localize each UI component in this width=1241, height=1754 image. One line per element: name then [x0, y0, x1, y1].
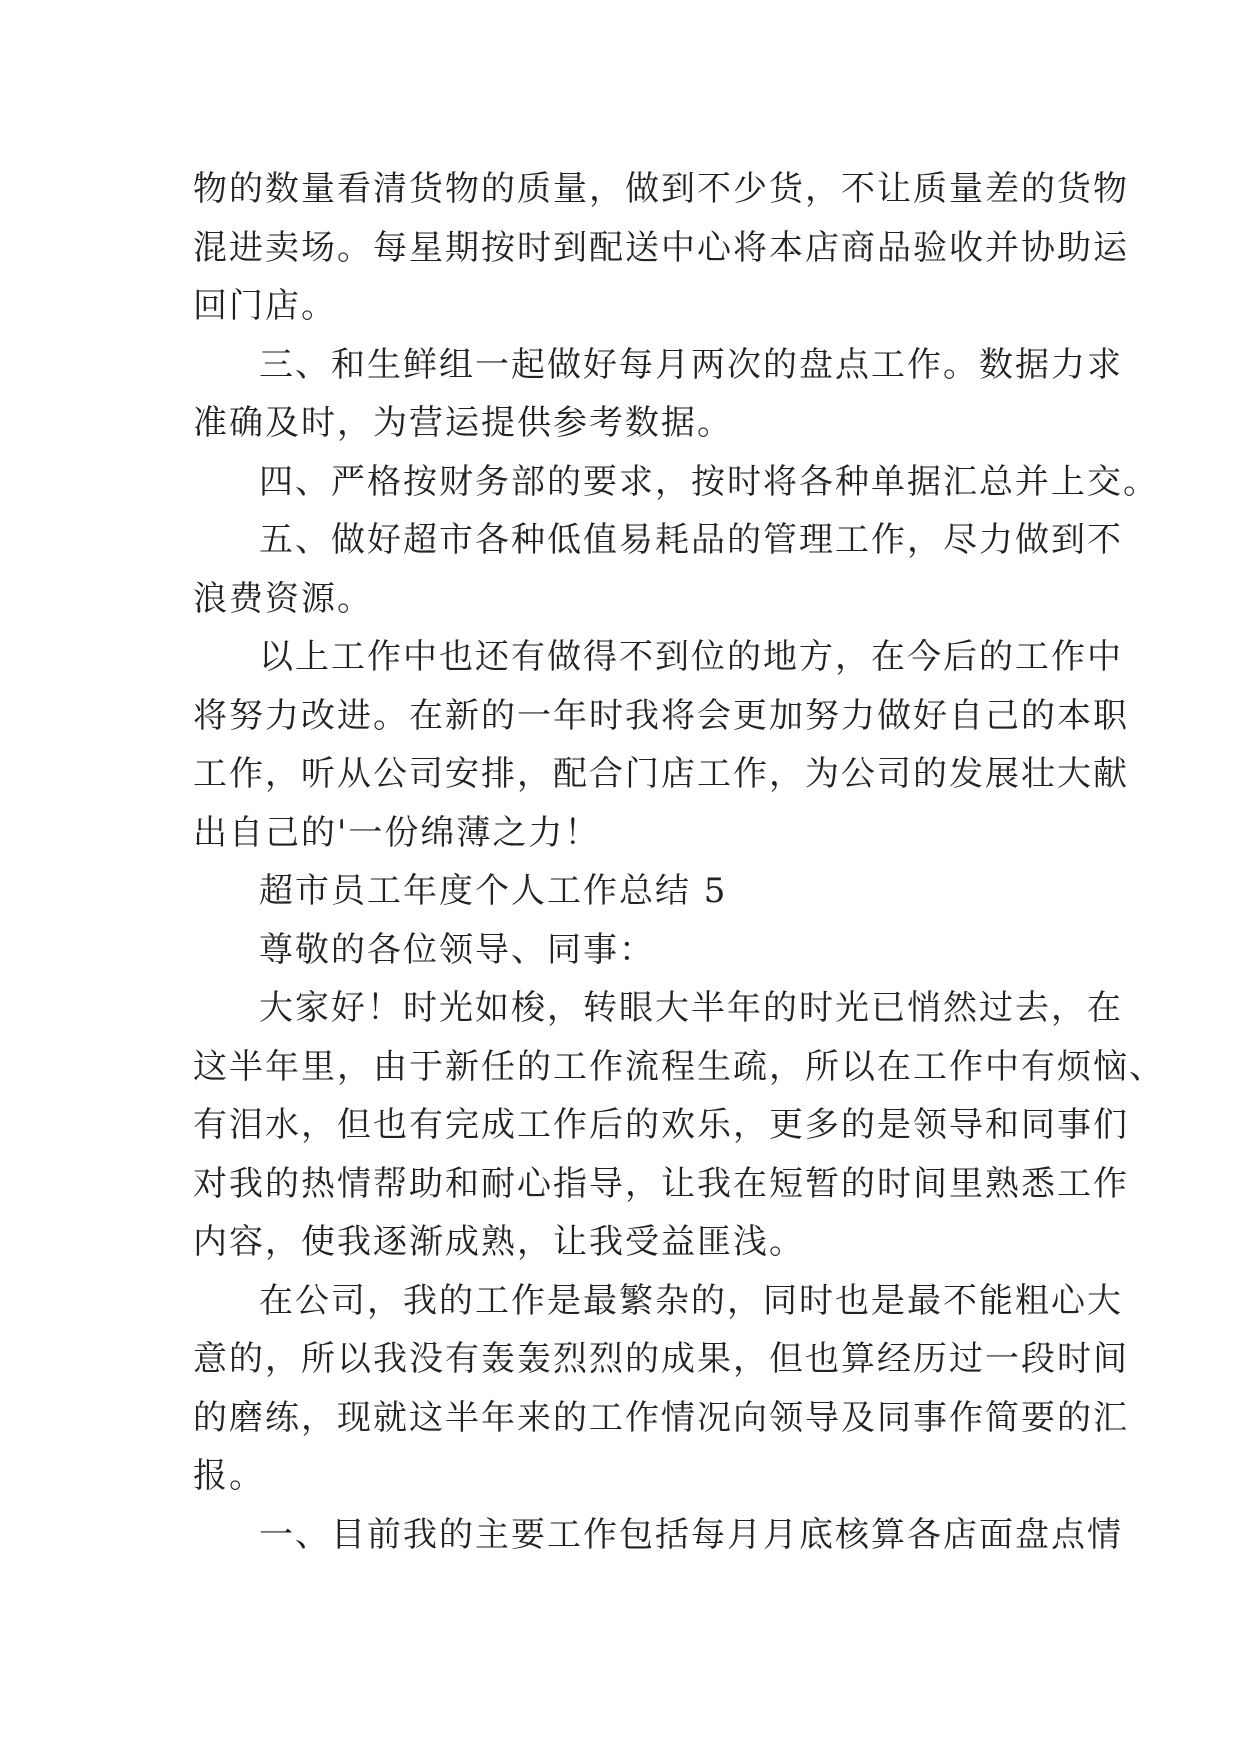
salutation: 尊敬的各位领导、同事： — [259, 929, 655, 970]
text-line-23: 报。 — [193, 1456, 265, 1496]
text-line-9: 以上工作中也还有做得不到位的地方，在今后的工作中 — [259, 637, 1123, 677]
text-line-11: 工作，听从公司安排，配合门店工作，为公司的发展壮大献 — [193, 754, 1129, 794]
text-line-6: 四、严格按财务部的要求，按时将各种单据汇总并上交。 — [259, 461, 1159, 502]
text-line-24: 一、目前我的主要工作包括每月月底核算各店面盘点情 — [259, 1514, 1123, 1555]
text-line-10: 将努力改进。在新的一年时我将会更加努力做好自己的本职 — [193, 695, 1129, 736]
text-line-16: 这半年里，由于新任的工作流程生疏，所以在工作中有烦恼、 — [193, 1046, 1165, 1087]
text-line-3: 回门店。 — [193, 286, 337, 326]
text-line-12: 出自己的'一份绵薄之力！ — [193, 812, 601, 853]
text-line-20: 在公司，我的工作是最繁杂的，同时也是最不能粗心大 — [259, 1280, 1123, 1321]
document-body — [193, 160, 1165, 1564]
text-line-8: 浪费资源。 — [193, 578, 373, 619]
text-line-7: 五、做好超市各种低值易耗品的管理工作，尽力做到不 — [259, 520, 1123, 560]
text-line-5: 准确及时，为营运提供参考数据。 — [193, 403, 733, 443]
text-line-21: 意的，所以我没有轰轰烈烈的成果，但也算经历过一段时间 — [193, 1339, 1129, 1379]
text-line-22: 的磨练，现就这半年来的工作情况向领导及同事作简要的汇 — [193, 1397, 1129, 1438]
text-line-2: 混进卖场。每星期按时到配送中心将本店商品验收并协助运 — [193, 227, 1129, 268]
text-line-15: 大家好！时光如梭，转眼大半年的时光已悄然过去，在 — [259, 988, 1123, 1028]
text-line-4: 三、和生鲜组一起做好每月两次的盘点工作。数据力求 — [259, 344, 1123, 385]
text-line-18: 对我的热情帮助和耐心指导，让我在短暂的时间里熟悉工作 — [193, 1163, 1129, 1204]
section-heading: 超市员工年度个人工作总结 5 — [259, 871, 728, 911]
text-line-17: 有泪水，但也有完成工作后的欢乐，更多的是领导和同事们 — [193, 1105, 1129, 1145]
text-line-1: 物的数量看清货物的质量，做到不少货，不让质量差的货物 — [193, 169, 1129, 209]
text-line-19: 内容，使我逐渐成熟，让我受益匪浅。 — [193, 1222, 805, 1262]
